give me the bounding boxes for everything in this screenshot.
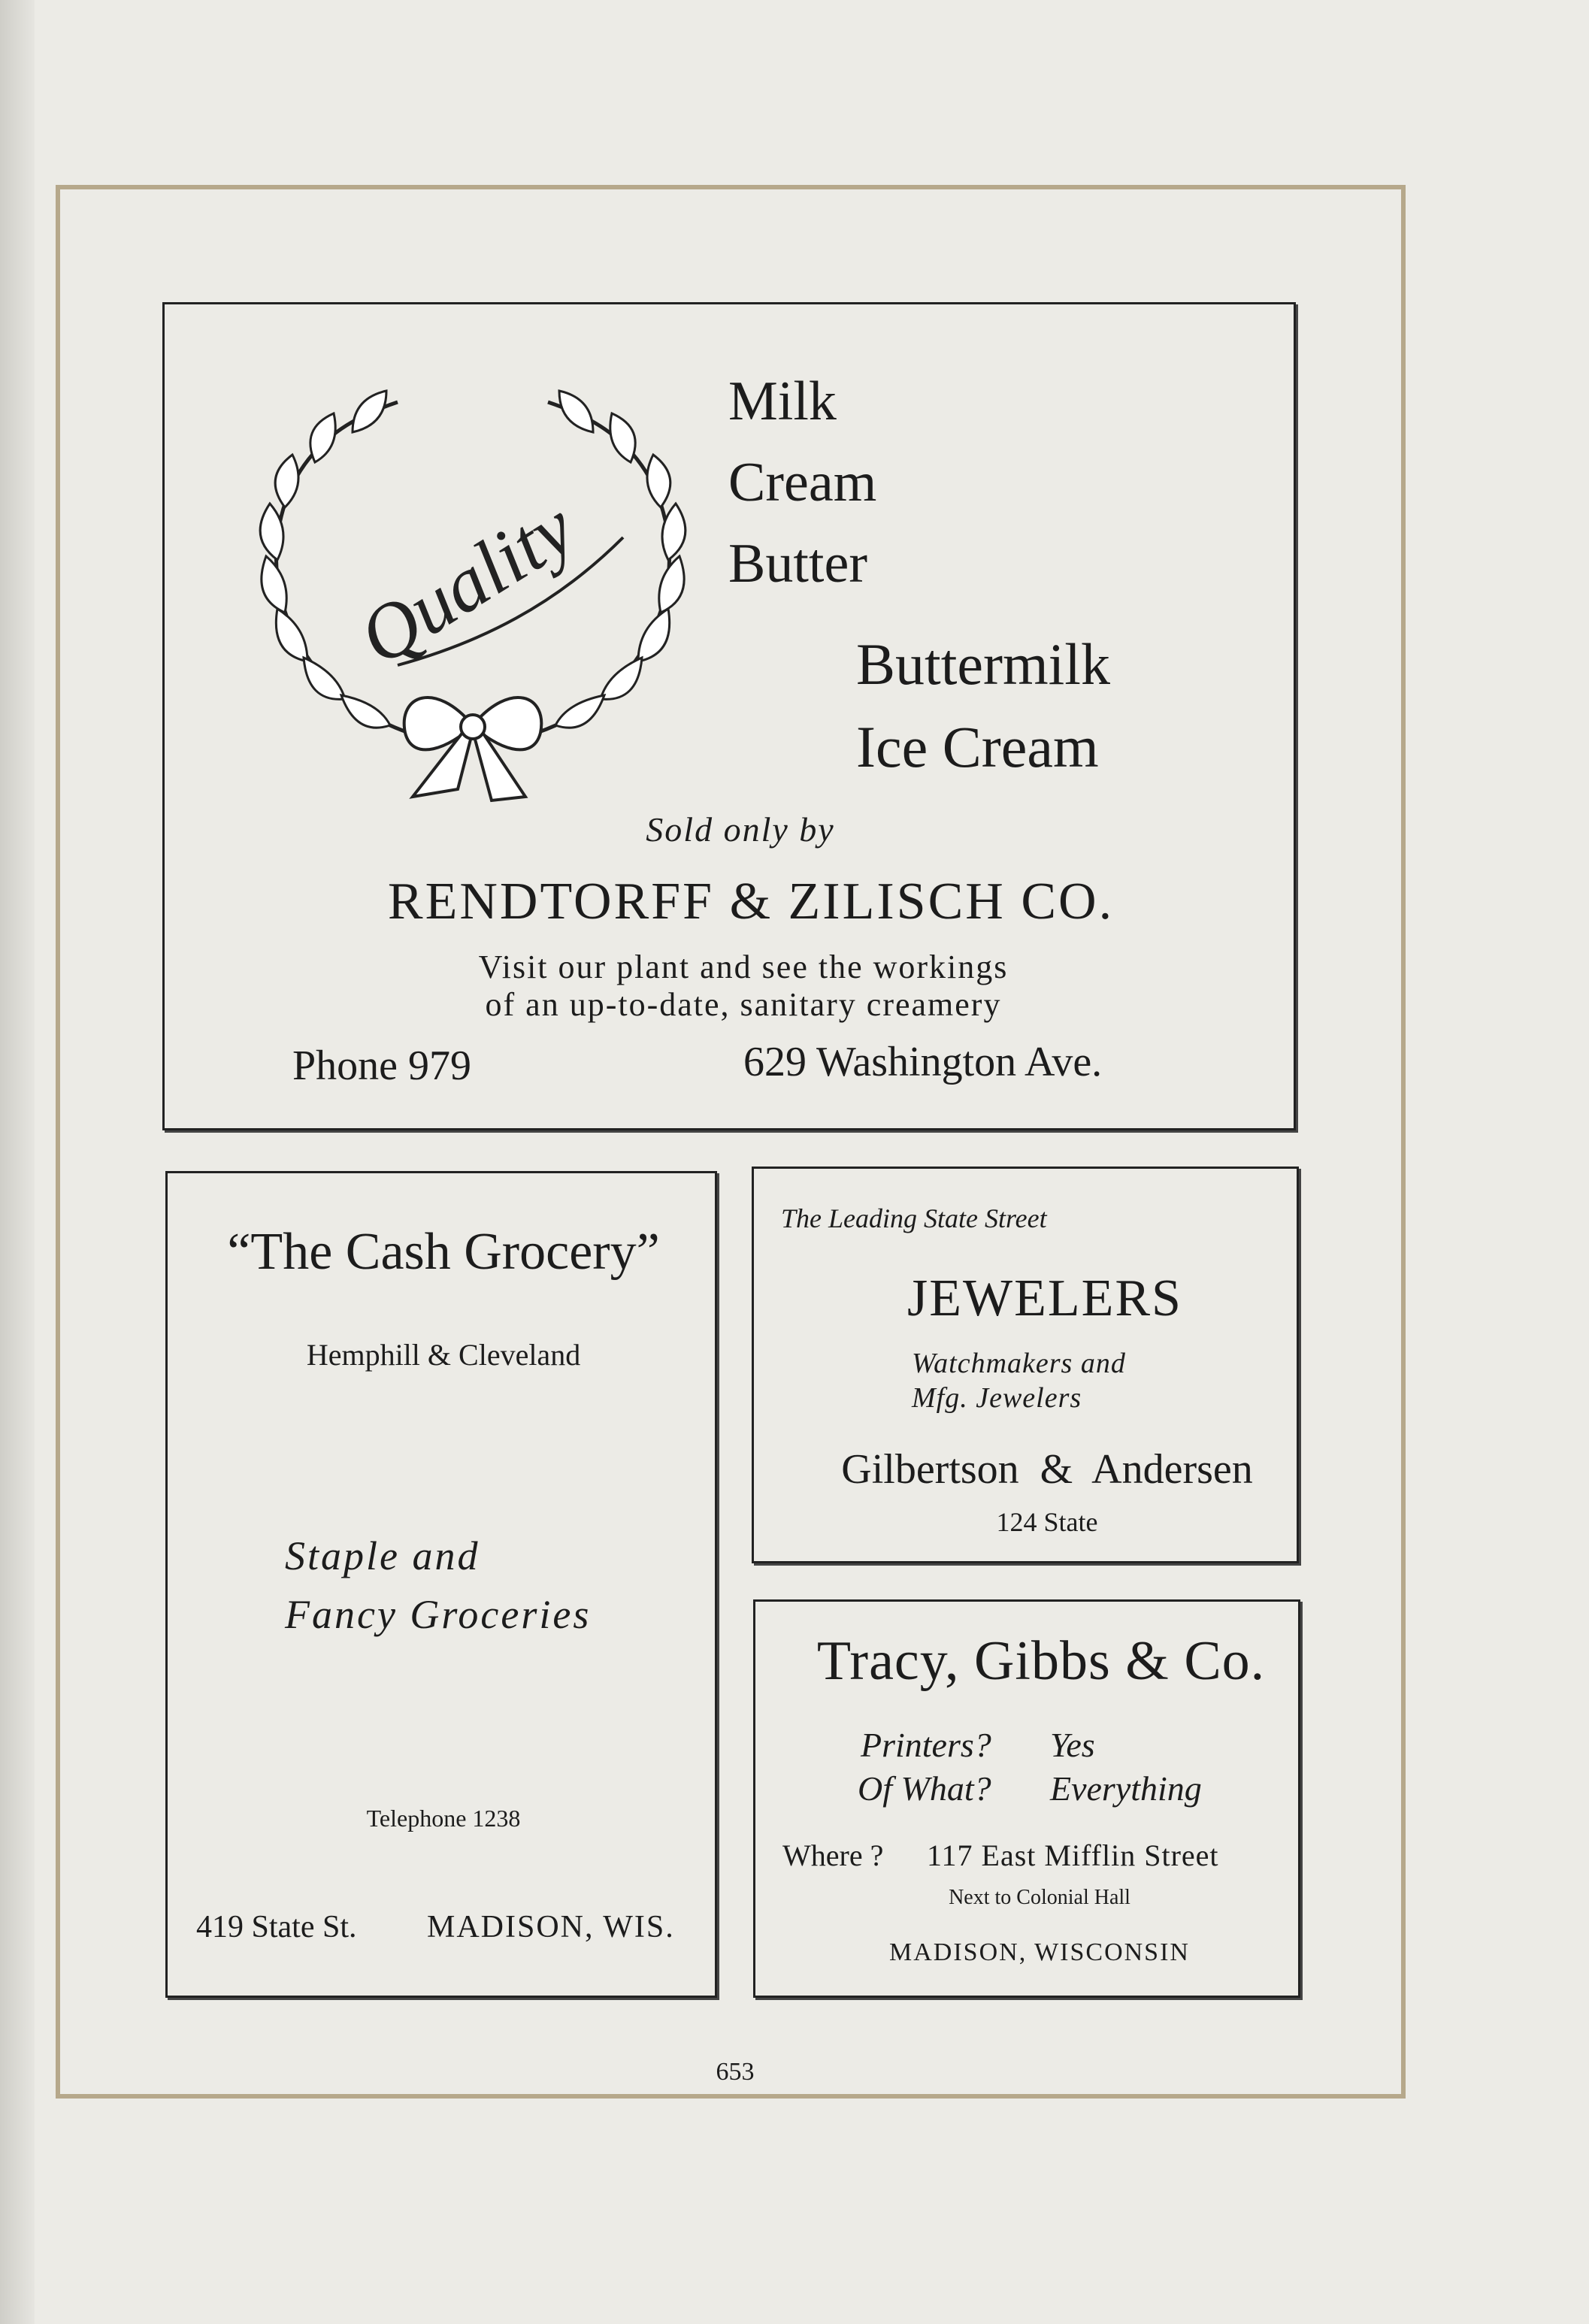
page-gutter: [0, 0, 35, 2324]
tracy-gibbs-ad: [753, 1599, 1300, 1998]
printers-where: 117 East Mifflin Street: [927, 1838, 1219, 1872]
sold-only-by: Sold only by: [646, 810, 835, 849]
product-ice-cream: Ice Cream: [856, 714, 1099, 779]
grocery-street: 419 State St.: [196, 1910, 357, 1944]
printers-a1: Yes: [1050, 1726, 1095, 1764]
jewelers-ad: [752, 1167, 1299, 1563]
product-buttermilk: Buttermilk: [856, 631, 1110, 697]
jewelers-name: Gilbertson & Andersen: [841, 1446, 1253, 1493]
printers-city: MADISON, WISCONSIN: [889, 1938, 1190, 1966]
rendtorff-ad: [162, 302, 1296, 1130]
page-number: 653: [716, 2058, 755, 2086]
phone: Phone 979: [292, 1042, 471, 1089]
quality-wreath-logo: [232, 357, 721, 808]
grocery-tagline-1: Staple and: [285, 1533, 480, 1578]
grocery-city: MADISON, WIS.: [427, 1910, 675, 1944]
jewelers-sub-1: Watchmakers and: [912, 1348, 1126, 1379]
address: 629 Washington Ave.: [743, 1039, 1103, 1085]
product-milk: Milk: [728, 371, 837, 432]
jewelers-title: JEWELERS: [907, 1269, 1182, 1327]
cash-grocery-ad: [165, 1171, 717, 1998]
printers-a2: Everything: [1050, 1769, 1202, 1808]
product-butter: Butter: [728, 533, 867, 595]
jewelers-sub-2: Mfg. Jewelers: [912, 1382, 1082, 1414]
grocery-tagline-2: Fancy Groceries: [285, 1592, 592, 1637]
product-cream: Cream: [728, 452, 877, 513]
logo-script: Quality: [344, 484, 589, 682]
jewelers-kicker: The Leading State Street: [781, 1203, 1047, 1233]
visit-line-2: of an up-to-date, sanitary creamery: [485, 986, 1002, 1023]
printers-where-label: Where ?: [782, 1838, 884, 1872]
grocery-title: “The Cash Grocery”: [227, 1223, 660, 1281]
grocery-location: Hemphill & Cleveland: [306, 1338, 581, 1372]
company-name: RENDTORFF & ZILISCH CO.: [387, 873, 1115, 931]
printers-title: Tracy, Gibbs & Co.: [816, 1630, 1266, 1692]
printers-q2: Of What?: [858, 1769, 991, 1808]
printers-landmark: Next to Colonial Hall: [949, 1886, 1130, 1909]
visit-line-1: Visit our plant and see the workings: [478, 949, 1009, 985]
jewelers-address: 124 State: [996, 1507, 1098, 1537]
printers-q1: Printers?: [861, 1726, 991, 1764]
grocery-telephone: Telephone 1238: [366, 1805, 521, 1832]
